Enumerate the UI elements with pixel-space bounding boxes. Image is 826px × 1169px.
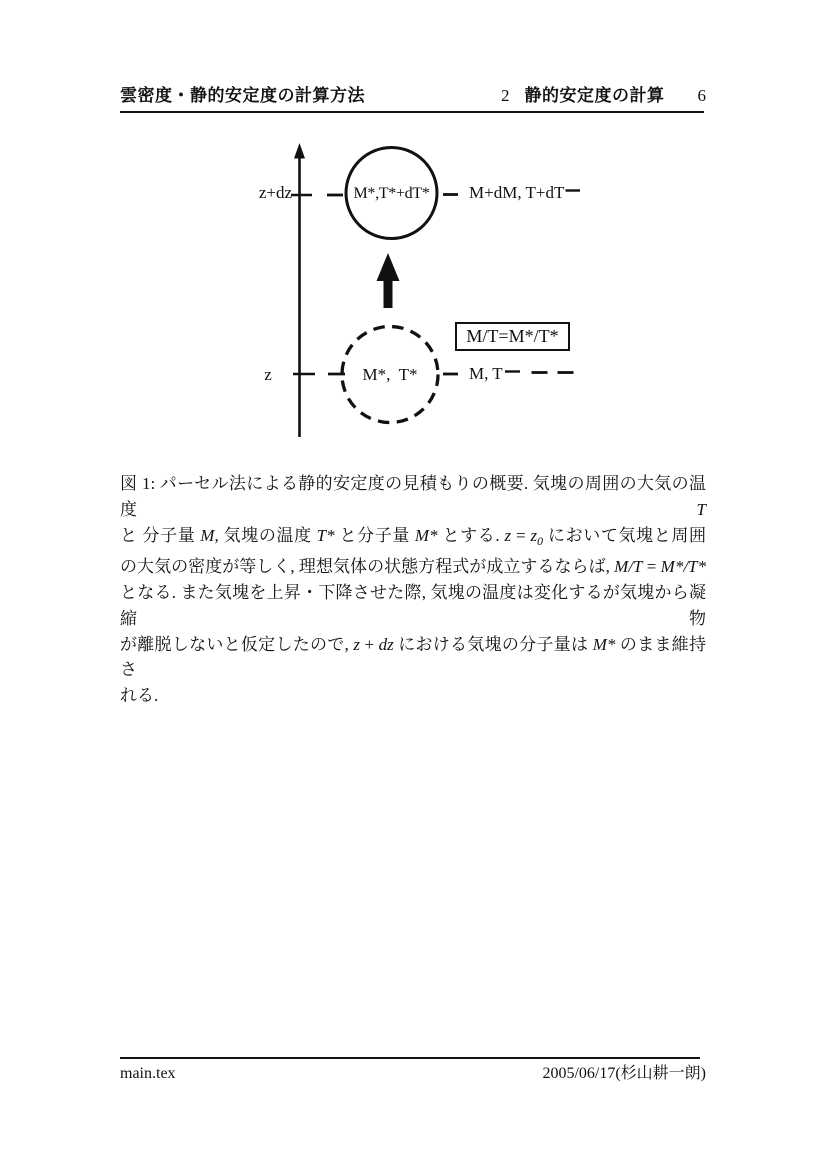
- caption-segment: T: [696, 499, 706, 519]
- caption-segment: T*: [316, 525, 335, 545]
- caption-segment: M*: [414, 525, 438, 545]
- axis-label-z: z: [264, 365, 272, 384]
- date-author: 2005/06/17(杉山耕一朗): [542, 1065, 706, 1082]
- caption-segment: 図 1: パーセル法による静的安定度の見積もりの概要. 気塊の周囲の大気の温度: [120, 474, 706, 519]
- caption-segment: れる.: [120, 686, 159, 706]
- caption-segment: において気塊と周囲: [543, 525, 707, 545]
- section-number: 2: [501, 86, 510, 105]
- caption-line: [120, 523, 706, 555]
- caption-segment: 0: [537, 533, 544, 548]
- axis-label-z-plus-dz: z+dz: [258, 183, 292, 202]
- page-number: 6: [697, 86, 706, 105]
- caption-segment: の大気の密度が等しく, 理想気体の状態方程式が成立するならば,: [120, 557, 615, 577]
- z-axis-arrowhead-icon: [294, 143, 305, 159]
- page-header: [120, 85, 706, 106]
- caption-segment: +: [359, 634, 379, 654]
- ascent-arrow-icon: [377, 253, 400, 281]
- caption-line: [120, 632, 706, 684]
- page-footer: [120, 1063, 706, 1084]
- caption-segment: における気塊の分子量は: [393, 634, 593, 654]
- caption-segment: , 気塊の温度: [214, 525, 317, 545]
- caption-line: [120, 683, 706, 709]
- caption-segment: M*/T*: [660, 557, 707, 577]
- parcel-upper-label: M*,T*+dT*: [353, 185, 430, 202]
- section-title: 静的安定度の計算: [524, 86, 665, 105]
- header-rule: [120, 111, 704, 113]
- ascent-arrow-shaft: [384, 279, 393, 308]
- caption-line: [120, 580, 706, 632]
- header-section: [501, 85, 706, 106]
- parcel-lower-label: M*, T*: [362, 365, 418, 384]
- caption-segment: M/T: [614, 557, 643, 577]
- figure-1-caption: [120, 471, 706, 709]
- caption-segment: M*: [592, 634, 616, 654]
- footer-rule: [120, 1057, 700, 1059]
- document-title: 雲密度・静的安定度の計算方法: [120, 86, 365, 105]
- caption-segment: となる. また気塊を上昇・下降させた際, 気塊の温度は変化するが気塊から凝縮物: [120, 583, 706, 628]
- caption-segment: と 分子量: [120, 525, 201, 545]
- equation-box: M/T=M*/T*: [455, 322, 570, 351]
- caption-segment: のまま維持さ: [120, 634, 707, 680]
- caption-line: [120, 471, 706, 523]
- caption-segment: が離脱しないと仮定したので,: [120, 634, 354, 654]
- caption-segment: =: [642, 557, 661, 577]
- caption-segment: z: [353, 634, 360, 654]
- caption-segment: =: [511, 525, 531, 545]
- caption-segment: とする.: [437, 525, 505, 545]
- caption-segment: dz: [378, 634, 394, 654]
- caption-segment: z: [504, 525, 512, 545]
- caption-segment: と分子量: [334, 525, 415, 545]
- caption-line: [120, 554, 706, 580]
- environment-lower-label: M, T: [469, 364, 503, 383]
- environment-upper-label: M+dM, T+dT: [469, 183, 565, 202]
- source-filename: main.tex: [120, 1065, 176, 1082]
- caption-segment: z: [530, 525, 538, 545]
- caption-segment: M: [200, 525, 215, 545]
